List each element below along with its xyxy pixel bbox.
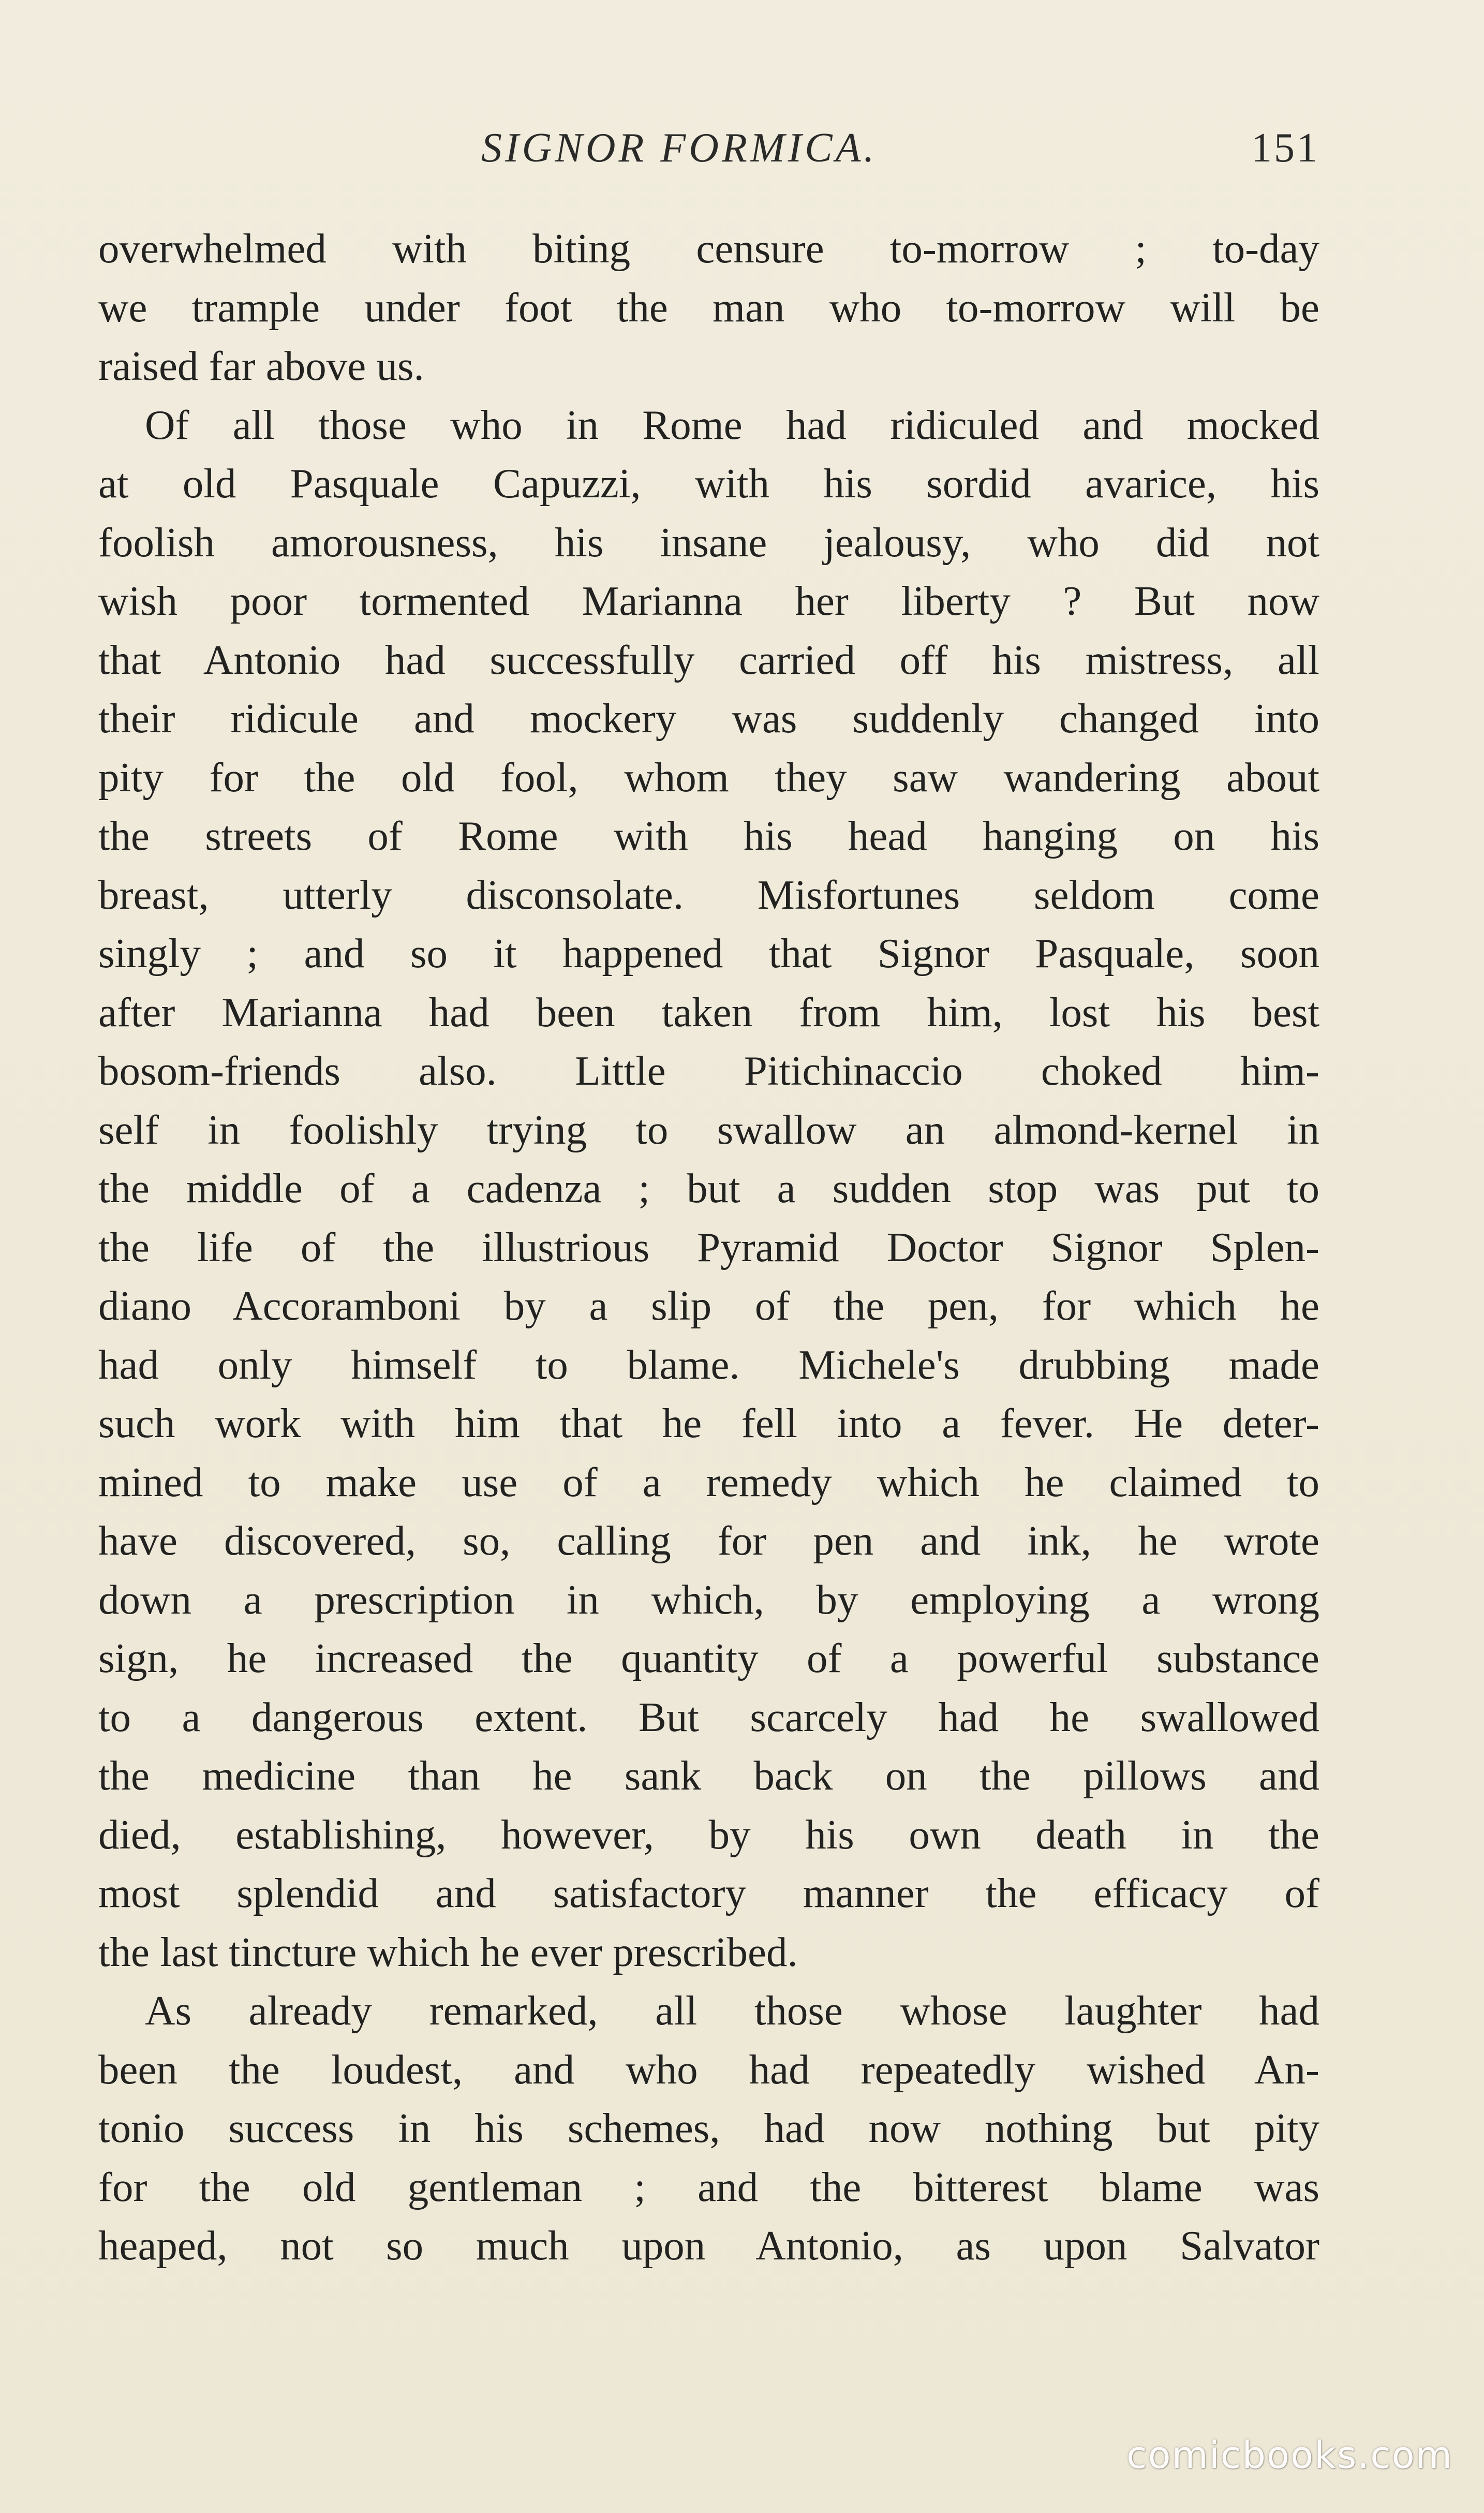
running-title: SIGNOR FORMICA. [481, 125, 878, 171]
text-line: the middle of a cadenza ; but a sudden stop was put to [98, 1165, 1319, 1211]
text-line: breast, utterly disconsolate. Misfortunes seldom come [98, 871, 1319, 918]
text-line: foolish amorousness, his insane jealousy, who did not [98, 519, 1319, 566]
text-line: raised far above us. [98, 343, 424, 389]
paragraph [98, 396, 1319, 1982]
text-line: mined to make use of a remedy which he claimed to [98, 1458, 1319, 1505]
running-header [0, 122, 1484, 174]
text-line: wish poor tormented Marianna her liberty ? But now [98, 578, 1319, 624]
text-line: Of all those who in Rome had ridiculed and mocked [145, 401, 1319, 448]
text-line: at old Pasquale Capuzzi, with his sordid avarice, his [98, 460, 1319, 507]
text-line: tonio success in his schemes, had now nothing but pity [98, 2105, 1319, 2151]
text-line: such work with him that he fell into a fever. He deter- [98, 1400, 1319, 1446]
text-line: we trample under foot the man who to-morrow will be [98, 284, 1319, 331]
text-line: down a prescription in which, by employing a wrong [98, 1576, 1319, 1623]
text-line: the streets of Rome with his head hanging on his [98, 812, 1319, 859]
text-line: the medicine than he sank back on the pillows and [98, 1752, 1319, 1799]
paragraph [98, 219, 1319, 396]
page-number: 151 [1251, 125, 1319, 171]
text-line: that Antonio had successfully carried off his mistress, all [98, 636, 1319, 683]
text-line: As already remarked, all those whose laughter had [145, 1987, 1319, 2034]
paragraph [98, 1982, 1319, 2275]
text-line: singly ; and so it happened that Signor Pasquale, soon [98, 930, 1319, 977]
text-line: diano Accoramboni by a slip of the pen, for which he [98, 1282, 1319, 1329]
text-line: died, establishing, however, by his own death in the [98, 1811, 1319, 1858]
text-line: pity for the old fool, whom they saw wandering about [98, 753, 1319, 801]
text-line: their ridicule and mockery was suddenly changed into [98, 695, 1319, 742]
body-text [98, 219, 1319, 2275]
text-line: the life of the illustrious Pyramid Doctor Signor Splen- [98, 1223, 1319, 1270]
text-line: the last tincture which he ever prescribed. [98, 1928, 798, 1975]
text-line: for the old gentleman ; and the bitterest blame was [98, 2163, 1319, 2210]
text-line: been the loudest, and who had repeatedly wished An- [98, 2046, 1319, 2093]
text-line: self in foolishly trying to swallow an almond-kernel in [98, 1106, 1319, 1153]
text-line: bosom-friends also. Little Pitichinaccio choked him- [98, 1047, 1319, 1094]
text-line: after Marianna had been taken from him, lost his best [98, 988, 1319, 1036]
text-line: had only himself to blame. Michele's drubbing made [98, 1341, 1319, 1388]
text-line: most splendid and satisfactory manner the efficacy of [98, 1870, 1319, 1916]
text-line: overwhelmed with biting censure to-morrow ; to-day [98, 225, 1319, 272]
text-line: to a dangerous extent. But scarcely had he swallowed [98, 1693, 1319, 1740]
site-watermark: comicbooks.com [1126, 2433, 1453, 2477]
text-line: heaped, not so much upon Antonio, as upon Salvator [98, 2222, 1319, 2269]
text-line: sign, he increased the quantity of a powerful substance [98, 1635, 1319, 1681]
text-line: have discovered, so, calling for pen and ink, he wrote [98, 1517, 1319, 1564]
